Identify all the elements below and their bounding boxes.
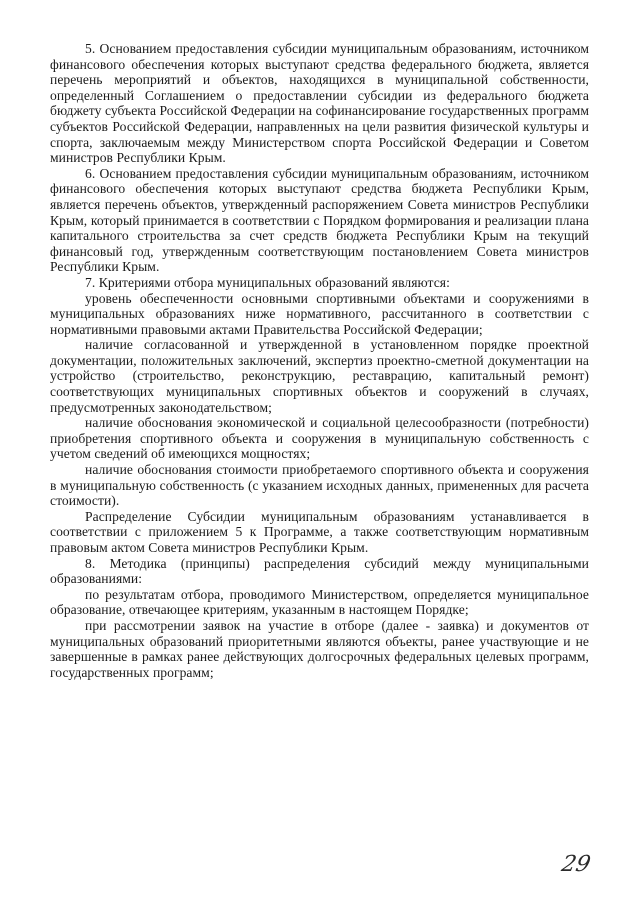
handwritten-page-number: 29 [559,852,593,877]
criterion-project-documentation: наличие согласованной и утвержденной в установленном порядке проектной документации, положительных заключений, экспертиз проектно-сметной документации на устройство (строительство, реконструкцию, реставрацию, капитальный ремонт) соответствующих муниципальных спортивных объектов и сооружений в случаях, предусмотренных законодательством; [50,337,589,415]
document-body [50,41,589,680]
paragraph-6-regional-basis: 6. Основанием предоставления субсидии муниципальным образованиям, источником финансового обеспечения которых выступают средства бюджета Республики Крым, является перечень объектов, утвержденный распоряжением Совета министров Республики Крым, который принимается в соответствии с Порядком формирования и реализации плана капитального строительства за счет средств бюджета Республики Крым на текущий финансовый год, утвержденным соответствующим постановлением Совета министров Республики Крым. [50,165,589,275]
methodology-priority-objects: при рассмотрении заявок на участие в отборе (далее - заявка) и документов от муниципальных образований приоритетными являются объекты, ранее участвующие и не завершенные в рамках ранее действующих долгосрочных федеральных целевых программ, государственных программ; [50,617,589,680]
criterion-economic-justification: наличие обоснования экономической и социальной целесообразности (потребности) приобретения спортивного объекта и сооружения в муниципальную собственность с учетом сведений об имеющихся мощностях; [50,415,589,462]
paragraph-7-criteria-heading: 7. Критериями отбора муниципальных образований являются: [85,274,450,290]
criterion-provision-level: уровень обеспеченности основными спортивными объектами и сооружениями в муниципальных образованиях ниже нормативного, рассчитанного в соответствии с нормативными правовыми актами Правительства Российской Федерации; [50,290,589,337]
methodology-selection-results: по результатам отбора, проводимого Министерством, определяется муниципальное образование, отвечающее критериям, указанным в настоящем Порядке; [50,586,589,618]
paragraph-8-methodology-heading: 8. Методика (принципы) распределения субсидий между муниципальными образованиями: [50,555,589,587]
criterion-cost-justification: наличие обоснования стоимости приобретаемого спортивного объекта и сооружения в муниципальную собственность (с указанием исходных данных, примененных для расчета стоимости). [50,462,589,509]
paragraph-subsidy-distribution: Распределение Субсидии муниципальным образованиям устанавливается в соответствии с приложением 5 к Программе, а также соответствующим нормативным правовым актом Совета министров Республики Крым. [50,508,589,555]
paragraph-5-federal-basis: 5. Основанием предоставления субсидии муниципальным образованиям, источником финансового обеспечения которых выступают средства федерального бюджета, является перечень мероприятий и объектов, находящихся в муниципальной собственности, определенный Соглашением о предоставлении субсидии из федерального бюджета бюджету субъекта Российской Федерации на софинансирование государственных программ субъектов Российской Федерации, направленных на цели развития физической культуры и спорта, заключаемым между Министерством спорта Российской Федерации и Советом министров Республики Крым. [50,41,589,166]
